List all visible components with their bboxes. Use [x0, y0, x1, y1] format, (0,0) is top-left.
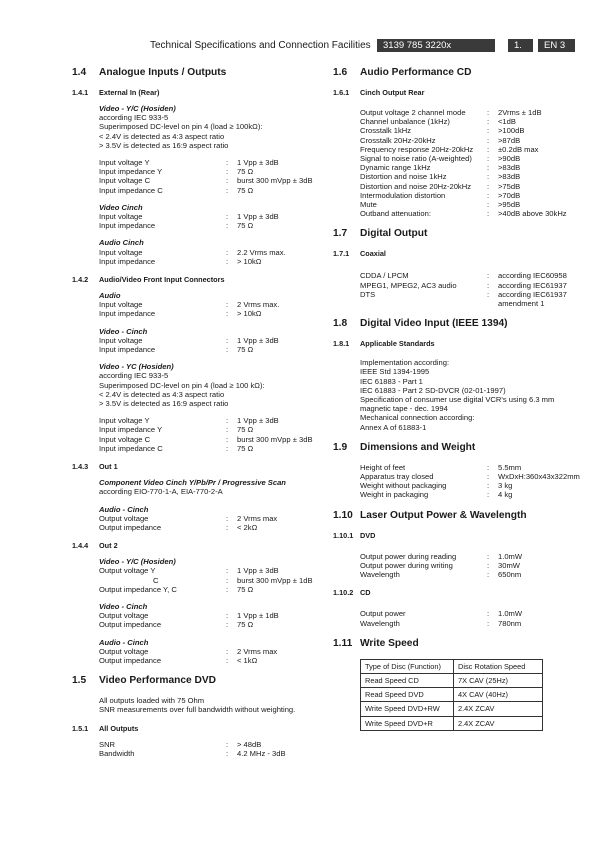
section-heading: 1.8 Digital Video Input (IEEE 1394) [333, 318, 508, 330]
group-title: Video - YC (Hosiden) [99, 362, 174, 372]
spec-row: Input voltage : 1 Vpp ± 3dB [99, 212, 279, 222]
text-line: according IEC 933-5 [99, 113, 169, 123]
subsection-heading: 1.10.1 DVD [333, 530, 376, 540]
table-row [361, 659, 543, 673]
section-heading: 1.10 Laser Output Power & Wavelength [333, 509, 527, 521]
text-line: Superimposed DC-level on pin 4 (load ≥ 100kΩ): [99, 122, 263, 132]
group-title: Audio [99, 291, 121, 301]
spec-row: Input impedance : 75 Ω [99, 345, 254, 355]
spec-row: Frequency response 20Hz-20kHz : ±0.2dB max [360, 144, 539, 154]
spec-row: Input impedance : > 10kΩ [99, 256, 262, 266]
subsection-heading: 1.5.1 All Outputs [72, 723, 139, 733]
text-line: Superimposed DC-level on pin 4 (load ≥ 100 kΩ): [99, 380, 265, 390]
text-line: > 3.5V is detected as 16:9 aspect ratio [99, 140, 229, 150]
group-title: Audio Cinch [99, 238, 144, 248]
text-line: according IEC 933-5 [99, 371, 169, 381]
section-heading: 1.6 Audio Performance CD [333, 67, 472, 78]
section-heading: 1.11 Write Speed [333, 637, 419, 649]
spec-row: Output voltage Y : 1 Vpp ± 3dB [99, 566, 279, 576]
spec-row: Bandwidth : 4.2 MHz - 3dB [99, 748, 286, 758]
table-cell: Disc Rotation Speed [454, 659, 543, 673]
subsection-heading: 1.7.1 Coaxial [333, 249, 386, 259]
spec-row: Mute : >95dB [360, 200, 521, 210]
spec-row: C : burst 300 mVpp ± 1dB [153, 575, 313, 585]
text-line: Annex A of 61883-1 [360, 422, 427, 432]
spec-row: Output power during writing : 30mW [360, 560, 520, 570]
write-speed-table [360, 659, 543, 731]
section-heading: 1.7 Digital Output [333, 228, 428, 240]
spec-row: Input impedance : 75 Ω [99, 221, 254, 231]
spec-row: Input impedance Y : 75 Ω [99, 425, 254, 435]
spec-row: Output power during reading : 1.0mW [360, 551, 523, 561]
text-line: according EIO-770-1-A, EIA-770-2-A [99, 487, 223, 497]
text-line: All outputs loaded with 75 Ohm [99, 696, 205, 706]
spec-row: Output impedance : < 1kΩ [99, 655, 258, 665]
table-row [361, 688, 543, 702]
spec-row: Weight without packaging : 3 kg [360, 481, 513, 491]
page-header [0, 38, 595, 54]
subsection-heading: 1.4.3 Out 1 [72, 462, 118, 472]
spec-row: CDDA / LPCM : according IEC60958 [360, 271, 567, 281]
table-cell: Type of Disc (Function) [361, 659, 454, 673]
spec-row: Apparatus tray closed : WxDxH:360x43x322mm [360, 472, 580, 482]
text-line: < 2.4V is detected as 4:3 aspect ratio [99, 389, 225, 399]
text-line: IEEE Std 1394-1995 [360, 367, 430, 377]
table-cell: Write Speed DVD+R [361, 716, 454, 730]
section-heading: 1.5 Video Performance DVD [72, 675, 217, 687]
spec-row: Output impedance Y, C : 75 Ω [99, 584, 254, 594]
spec-row: Distortion and noise 20Hz-20kHz : >75dB [360, 181, 521, 191]
subsection-heading: 1.4.1 External In (Rear) [72, 88, 160, 97]
text-line: < 2.4V is detected as 4:3 aspect ratio [99, 131, 225, 141]
spec-row: Wavelength : 780nm [360, 618, 522, 628]
spec-row: Output voltage : 2 Vrms max [99, 646, 278, 656]
spec-row: Input voltage : 2 Vrms max. [99, 300, 280, 310]
spec-row: Input voltage C : burst 300 mVpp ± 3dB [99, 434, 313, 444]
table-cell: 2.4X ZCAV [454, 702, 543, 716]
text-line: IEC 61883 - Part 2 SD-DVCR (02-01-1997) [360, 385, 506, 395]
spec-row: SNR : > 48dB [99, 739, 262, 749]
spec-row: Output voltage : 2 Vrms max [99, 513, 278, 523]
table-cell: Read Speed CD [361, 673, 454, 687]
spec-row: Input voltage : 2.2 Vrms max. [99, 247, 286, 257]
group-title: Video - Y/C (Hosiden) [99, 104, 176, 113]
spec-row: Output voltage 2 channel mode : 2Vrms ± 1dB [360, 108, 542, 117]
text-line: > 3.5V is detected as 16:9 aspect ratio [99, 399, 229, 409]
header-lang: EN 3 [538, 39, 575, 52]
table-cell: 7X CAV (25Hz) [454, 673, 543, 687]
table-row [361, 673, 543, 687]
table-cell: 4X CAV (40Hz) [454, 688, 543, 702]
spec-row: Weight in packaging : 4 kg [360, 490, 513, 500]
subsection-heading: 1.6.1 Cinch Output Rear [333, 88, 425, 97]
spec-row: Crosstalk 1kHz : >100dB [360, 126, 525, 136]
table-cell: Read Speed DVD [361, 688, 454, 702]
header-section: 1. [508, 39, 533, 52]
spec-row: amendment 1 [498, 299, 545, 309]
section-heading: 1.9 Dimensions and Weight [333, 441, 476, 453]
spec-row: Input voltage : 1 Vpp ± 3dB [99, 335, 279, 345]
spec-row: Input impedance C : 75 Ω [99, 185, 254, 195]
subsection-heading: 1.10.2 CD [333, 588, 371, 598]
header-doc-number: 3139 785 3220x [377, 39, 495, 52]
spec-row: Output impedance : 75 Ω [99, 620, 254, 630]
spec-row: Dynamic range 1kHz : >83dB [360, 163, 521, 173]
spec-row: Crosstalk 20Hz-20kHz : >87dB [360, 135, 521, 145]
group-title: Component Video Cinch Y/Pb/Pr / Progressive Scan [99, 478, 286, 488]
spec-row: Distortion and noise 1kHz : >83dB [360, 172, 521, 182]
table-row [361, 702, 543, 716]
spec-row: Output voltage : 1 Vpp ± 1dB [99, 611, 279, 621]
section-heading: 1.4 Analogue Inputs / Outputs [72, 67, 227, 78]
subsection-heading: 1.8.1 Applicable Standards [333, 339, 435, 349]
spec-row: Input impedance Y : 75 Ω [99, 167, 254, 177]
spec-row: Input voltage Y : 1 Vpp ± 3dB [99, 416, 279, 426]
text-line: magnetic tape - dec. 1994 [360, 404, 448, 414]
group-title: Audio - Cinch [99, 504, 149, 514]
header-title: Technical Specifications and Connection Facilities [150, 40, 371, 51]
text-line: SNR measurements over full bandwidth without weighting. [99, 705, 296, 715]
table-cell: 2.4X ZCAV [454, 716, 543, 730]
text-line: Implementation according: [360, 358, 450, 368]
spec-row: Wavelength : 650nm [360, 570, 522, 580]
left-column [72, 66, 322, 758]
spec-row: Input voltage Y : 1 Vpp ± 3dB [99, 158, 279, 168]
group-title: Video - Cinch [99, 326, 148, 336]
spec-row: Input impedance C : 75 Ω [99, 443, 254, 453]
spec-row: Channel unbalance (1kHz) : <1dB [360, 117, 516, 127]
table-row [361, 716, 543, 730]
text-line: Specification of consumer use digital VCR's using 6.3 mm [360, 395, 555, 405]
right-column [333, 66, 580, 731]
spec-row: Height of feet : 5.5mm [360, 462, 522, 472]
table-cell: Write Speed DVD+RW [361, 702, 454, 716]
spec-row: DTS : according IEC61937 [360, 289, 567, 299]
spec-row: Output impedance : < 2kΩ [99, 522, 258, 532]
spec-row: Outband attenuation: : >40dB above 30kHz [360, 209, 567, 219]
spec-row: Input voltage C : burst 300 mVpp ± 3dB [99, 176, 313, 186]
text-line: IEC 61883 - Part 1 [360, 376, 423, 386]
group-title: Video - Y/C (Hosiden) [99, 557, 176, 567]
group-title: Audio - Cinch [99, 637, 149, 647]
spec-row: Input impedance : > 10kΩ [99, 309, 262, 319]
group-title: Video - Cinch [99, 601, 148, 611]
spec-row: Output power : 1.0mW [360, 609, 523, 619]
subsection-heading: 1.4.2 Audio/Video Front Input Connectors [72, 275, 225, 285]
group-title: Video Cinch [99, 202, 143, 212]
text-line: Mechanical connection according: [360, 413, 475, 423]
spec-row: Signal to noise ratio (A-weighted) : >90dB [360, 154, 521, 164]
spec-row: Intermodulation distortion : >70dB [360, 190, 521, 200]
spec-row: MPEG1, MPEG2, AC3 audio : according IEC61937 [360, 280, 567, 290]
subsection-heading: 1.4.4 Out 2 [72, 541, 118, 551]
